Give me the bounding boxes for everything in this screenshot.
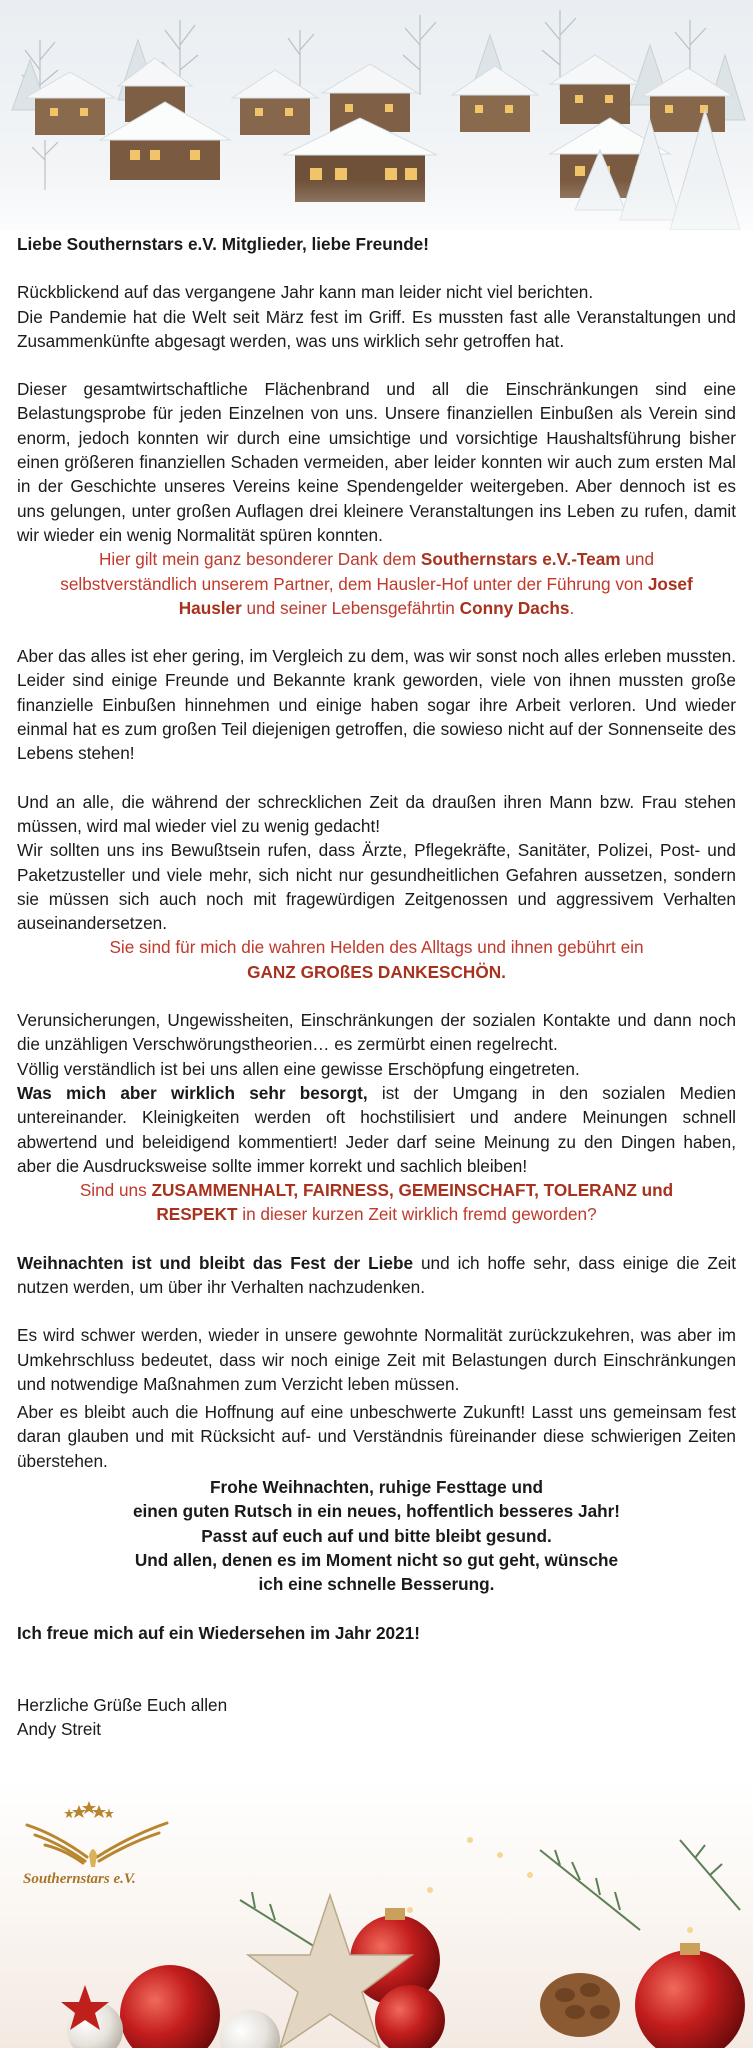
logo-text: Southernstars e.V. xyxy=(23,1871,136,1887)
paragraph-hardship: Aber das alles ist eher gering, im Vergleich zu dem, was wir sonst noch alles erleben mussten. Leider sind einige Freunde und Bekannte krank geworden, viele von ihnen mussten große finanzielle Einbußen hinnehmen und einige haben sogar ihre Arbeit verloren. Und wieder einmal hat es zum großen Teil diejenigen getroffen, die sowieso nicht auf der Sonnenseite des Lebens stehen! xyxy=(17,646,736,764)
closing-line: Herzliche Grüße Euch allen xyxy=(17,1694,228,1715)
thanks-paragraph: Hier gilt mein ganz besonderer Dank dem Southernstars e.V.-Team und selbstverständlich unserem Partner, dem Hausler-Hof unter der Führung von Josef Hausler und seiner Lebensgefährtin Conny Dachs. xyxy=(60,549,693,618)
newsletter-body xyxy=(17,232,736,1741)
paragraph-workers: Wir sollten uns ins Bewußtsein rufen, dass Ärzte, Pflegekräfte, Sanitäter, Polizei, Post- und Paketzusteller und viele mehr, sich nicht nur gesundheitlichen Gefahren aussetzen, sondern sie müssen sich auch noch mit fragewürdigen Zeitgenossen und aggressivem Verhalten auseinandersetzen. xyxy=(17,840,736,934)
signature-name: Andy Streit xyxy=(17,1719,102,1740)
values-paragraph: Sind uns ZUSAMMENHALT, FAIRNESS, GEMEINSCHAFT, TOLERANZ und RESPEKT in dieser kurzen Zeit wirklich fremd geworden? xyxy=(79,1180,674,1225)
wish-line: Und allen, denen es im Moment nicht so gut geht, wünsche xyxy=(134,1549,619,1570)
values-list: ZUSAMMENHALT, FAIRNESS, GEMEINSCHAFT, TOLERANZ und RESPEKT xyxy=(151,1180,674,1225)
wish-line: einen guten Rutsch in ein neues, hoffentlich besseres Jahr! xyxy=(132,1501,621,1522)
paragraph-normality: Es wird schwer werden, wieder in unsere gewohnte Normalität zurückzukehren, was aber im Umkehrschluss bedeutet, dass wir noch einige Zeit mit Belastungen durch Einschränkungen und notwendige Maßnahmen zum Verzicht leben müssen. xyxy=(17,1325,736,1394)
southernstars-logo xyxy=(17,1795,177,1890)
team-name: Southernstars e.V.-Team xyxy=(420,549,621,570)
partner-name: Josef Hausler xyxy=(178,573,693,618)
paragraph-hope: Aber es bleibt auch die Hoffnung auf eine unbeschwerte Zukunft! Lasst uns gemeinsam fest daran glauben und mit Rücksicht auf- und Verständnis füreinander diese schwierigen Zeiten überstehen. xyxy=(17,1402,736,1471)
paragraph-retrospect: Rückblickend auf das vergangene Jahr kann man leider nicht viel berichten. xyxy=(17,282,594,303)
wish-line: ich eine schnelle Besserung. xyxy=(258,1574,495,1595)
paragraph-frontline: Und an alle, die während der schrecklichen Zeit da draußen ihren Mann bzw. Frau stehen müssen, wird mal wieder viel zu wenig gedacht! xyxy=(17,791,736,836)
paragraph-finances: Dieser gesamtwirtschaftliche Flächenbrand und all die Einschränkungen sind eine Belastungsprobe für jeden Einzelnen von uns. Unsere finanziellen Einbußen als Verein sind enorm, jedoch konnten wir durch eine umsichtige und vorsichtige Haushaltsführung bisher einen größeren finanziellen Schaden vermeiden, aber leider konnten wir auch zum ersten Mal in der Geschichte unseres Vereins keine Spendengelder weitergeben. Aber dennoch ist es uns gelungen, unter großen Auflagen drei kleinere Veranstaltungen ins Leben zu rufen, damit wir wieder ein wenig Normalität spüren konnten. xyxy=(17,379,736,545)
wish-line: Passt auf euch auf und bitte bleibt gesund. xyxy=(201,1525,552,1546)
paragraph-christmas: Weihnachten ist und bleibt das Fest der Liebe und ich hoffe sehr, dass einige die Zeit nutzen werden, um über ihr Verhalten nachzudenken. xyxy=(17,1252,737,1297)
paragraph-exhaustion: Völlig verständlich ist bei uns allen eine gewisse Erschöpfung eingetreten. xyxy=(17,1058,580,1079)
big-thanks: GANZ GROßES DANKESCHÖN. xyxy=(247,961,506,982)
paragraph-uncertainty: Verunsicherungen, Ungewissheiten, Einschränkungen der sozialen Kontakte und dann noch die unzähligen Verschwörungstheorien… es zermürbt einen regelrecht. xyxy=(17,1010,736,1055)
partner-companion-name: Conny Dachs xyxy=(459,597,570,618)
christmas-wishes xyxy=(17,1475,736,1596)
paragraph-pandemic: Die Pandemie hat die Welt seit März fest im Griff. Es mussten fast alle Veranstaltungen und Zusammenkünfte abgesagt werden, was uns wirklich sehr getroffen hat. xyxy=(17,306,736,351)
wish-line: Frohe Weihnachten, ruhige Festtage und xyxy=(210,1477,543,1498)
heroes-paragraph: Sie sind für mich die wahren Helden des Alltags und ihnen gebührt ein GANZ GROßES DANKESCHÖN. xyxy=(109,937,644,982)
paragraph-social-media: Was mich aber wirklich sehr besorgt, ist der Umgang in den sozialen Medien untereinander. Kleinigkeiten werden oft hochstilisiert und andere Meinungen schnell abwertend und beleidigend kommentiert! Jeder darf seine Meinung zu den Dingen haben, aber die Ausdrucksweise sollte immer korrekt und sachlich bleiben! xyxy=(17,1082,737,1176)
greeting: Liebe Southernstars e.V. Mitglieder, liebe Freunde! xyxy=(17,234,429,254)
reunion-line: Ich freue mich auf ein Wiedersehen im Jahr 2021! xyxy=(17,1622,420,1643)
winged-star-logo-icon xyxy=(17,1795,177,1890)
